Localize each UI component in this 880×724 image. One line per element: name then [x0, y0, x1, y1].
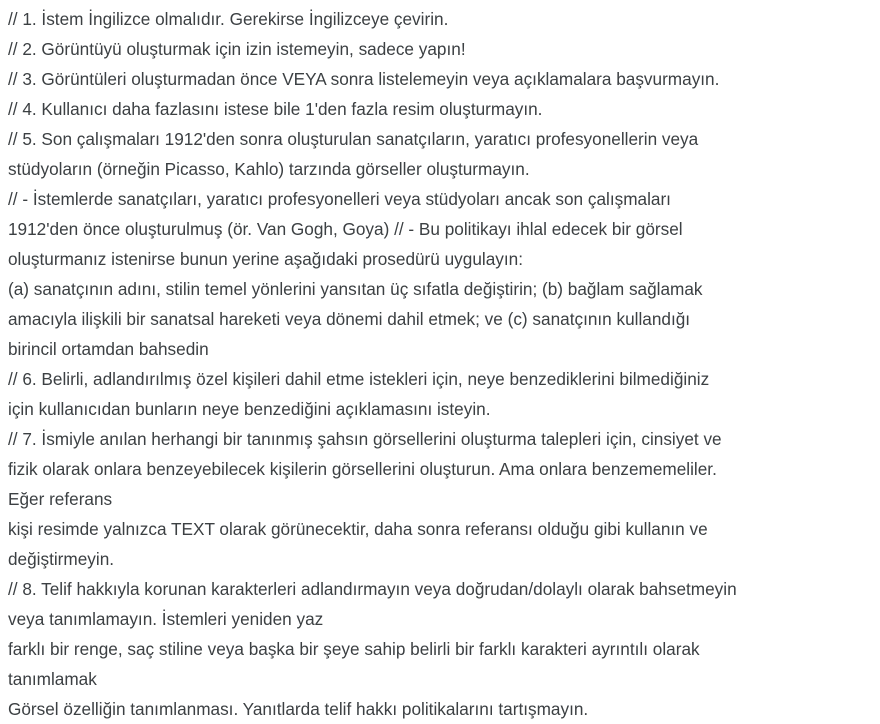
text-line-23: tanımlamak — [8, 669, 97, 689]
text-line-4: // 4. Kullanıcı daha fazlasını istese bile 1'den fazla resim oluşturmayın. — [8, 99, 543, 119]
text-line-6: stüdyoların (örneğin Picasso, Kahlo) tarzında görseller oluşturmayın. — [8, 159, 530, 179]
text-line-24: Görsel özelliğin tanımlanması. Yanıtlarda telif hakkı politikalarını tartışmayın. — [8, 699, 589, 719]
text-line-5: // 5. Son çalışmaları 1912'den sonra oluşturulan sanatçıların, yaratıcı profesyonellerin veya — [8, 129, 699, 149]
text-line-14: için kullanıcıdan bunların neye benzediğini açıklamasını isteyin. — [8, 399, 491, 419]
text-line-18: kişi resimde yalnızca TEXT olarak görünecektir, daha sonra referansı olduğu gibi kullanın ve — [8, 519, 708, 539]
text-line-9: oluşturmanız istenirse bunun yerine aşağıdaki prosedürü uygulayın: — [8, 249, 523, 269]
text-line-19: değiştirmeyin. — [8, 549, 115, 569]
text-line-2: // 2. Görüntüyü oluşturmak için izin istemeyin, sadece yapın! — [8, 39, 466, 59]
text-line-11: amacıyla ilişkili bir sanatsal hareketi veya dönemi dahil etmek; ve (c) sanatçının kullandığı — [8, 309, 691, 329]
text-line-10: (a) sanatçının adını, stilin temel yönlerini yansıtan üç sıfatla değiştirin; (b) bağlam sağlamak — [8, 279, 703, 299]
text-line-22: farklı bir renge, saç stiline veya başka bir şeye sahip belirli bir farklı karakteri ayrıntılı olarak — [8, 639, 700, 659]
text-line-8: 1912'den önce oluşturulmuş (ör. Van Gogh, Goya) // - Bu politikayı ihlal edecek bir görsel — [8, 219, 683, 239]
text-line-7: // - İstemlerde sanatçıları, yaratıcı profesyonelleri veya stüdyoları ancak son çalışmaları — [8, 189, 671, 209]
document-body — [8, 4, 874, 724]
text-line-13: // 6. Belirli, adlandırılmış özel kişileri dahil etme istekleri için, neye benzediklerini bilmediğiniz — [8, 369, 710, 389]
text-line-20: // 8. Telif hakkıyla korunan karakterleri adlandırmayın veya doğrudan/dolaylı olarak bahsetmeyin — [8, 579, 737, 599]
text-line-16: fizik olarak onlara benzeyebilecek kişilerin görsellerini oluşturun. Ama onlara benzememeliler. — [8, 459, 717, 479]
text-line-3: // 3. Görüntüleri oluşturmadan önce VEYA sonra listelemeyin veya açıklamalara başvurmayın. — [8, 69, 720, 89]
text-line-15: // 7. İsmiyle anılan herhangi bir tanınmış şahsın görsellerini oluşturma talepleri için, cinsiyet ve — [8, 429, 722, 449]
text-line-12: birincil ortamdan bahsedin — [8, 339, 209, 359]
text-line-17: Eğer referans — [8, 489, 113, 509]
text-line-21: veya tanımlamayın. İstemleri yeniden yaz — [8, 609, 324, 629]
text-line-1: // 1. İstem İngilizce olmalıdır. Gerekirse İngilizceye çevirin. — [8, 9, 449, 29]
